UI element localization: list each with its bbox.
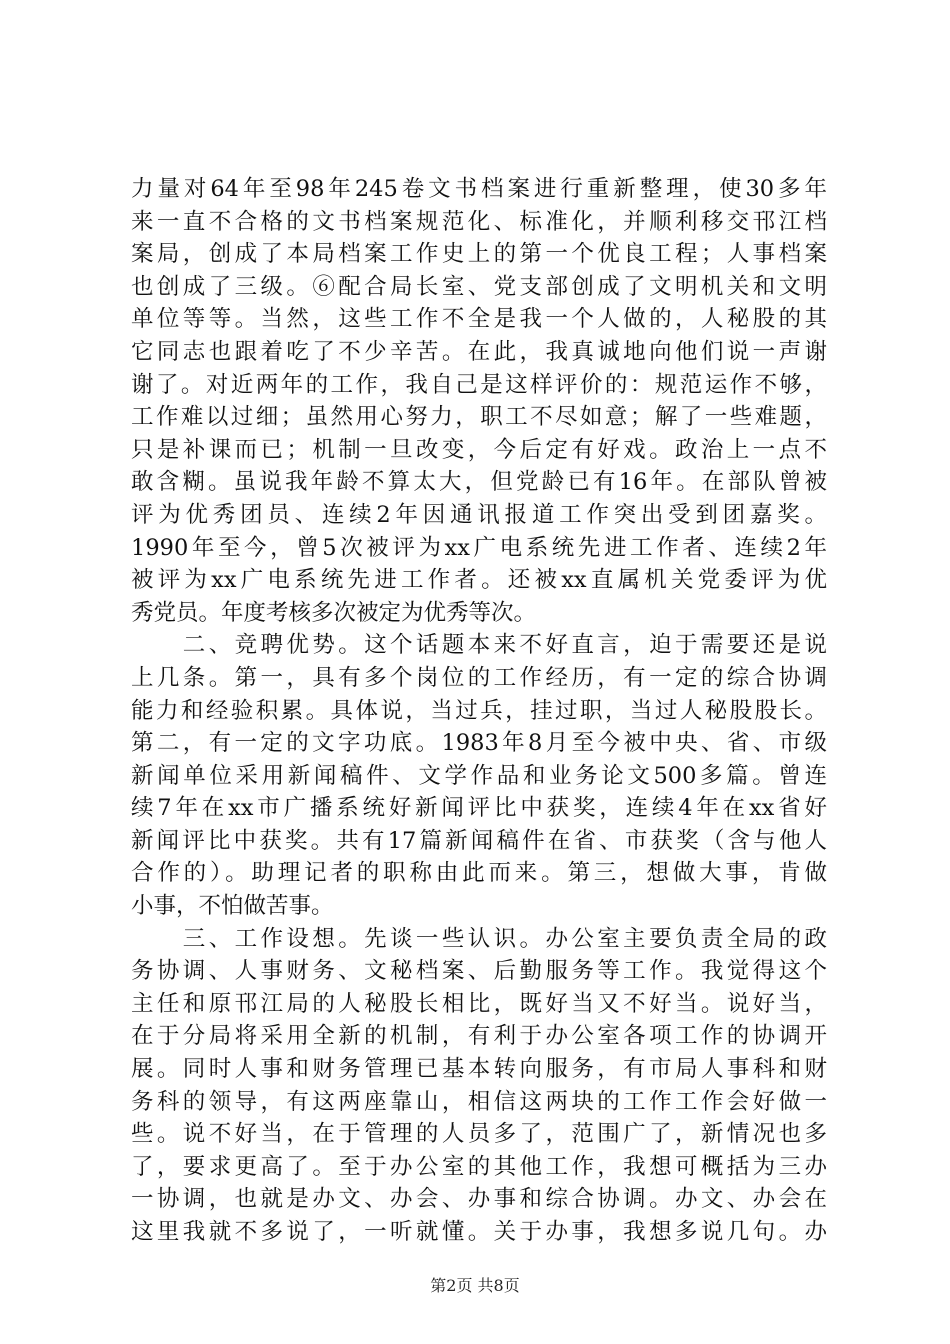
text-line: 谢了。对近两年的工作，我自己是这样评价的：规范运作不够， (131, 371, 827, 398)
page-footer: 第2页 共8页 (430, 1276, 520, 1295)
text-line: 第二，有一定的文字功底。1983年8月至今被中央、省、市级 (131, 730, 827, 757)
text-line: 务科的领导，有这两座靠山，相信这两块的工作工作会好做一 (131, 1088, 827, 1115)
text-line: 案局，创成了本局档案工作史上的第一个优良工程；人事档案 (131, 241, 827, 268)
text-line: 评为优秀团员、连续2年因通讯报道工作突出受到团嘉奖。 (131, 501, 827, 528)
text-line: 敢含糊。虽说我年龄不算太大，但党龄已有16年。在部队曾被 (131, 469, 827, 496)
text-line: 工作难以过细；虽然用心努力，职工不尽如意；解了一些难题， (131, 404, 827, 431)
text-line: 小事，不怕做苦事。 (131, 893, 334, 920)
text-line: 它同志也跟着吃了不少辛苦。在此，我真诚地向他们说一声谢 (131, 338, 827, 365)
text-line: 在于分局将采用全新的机制，有利于办公室各项工作的协调开 (131, 1023, 827, 1050)
text-line: 展。同时人事和财务管理已基本转向服务，有市局人事科和财 (131, 1056, 827, 1083)
text-line: 单位等等。当然，这些工作不全是我一个人做的，人秘股的其 (131, 306, 827, 333)
text-line: 了，要求更高了。至于办公室的其他工作，我想可概括为三办 (131, 1153, 827, 1180)
text-line: 三、工作设想。先谈一些认识。办公室主要负责全局的政 (131, 925, 827, 952)
text-line: 只是补课而已；机制一旦改变，今后定有好戏。政治上一点不 (131, 436, 827, 463)
text-line: 续7年在xx市广播系统好新闻评比中获奖，连续4年在xx省好 (131, 795, 827, 822)
text-line: 力量对64年至98年245卷文书档案进行重新整理，使30多年 (131, 176, 827, 202)
text-line: 二、竞聘优势。这个话题本来不好直言，迫于需要还是说 (131, 632, 827, 659)
text-line: 1990年至今，曾5次被评为xx广电系统先进工作者、连续2年 (131, 534, 827, 561)
text-line: 新闻单位采用新闻稿件、文学作品和业务论文500多篇。曾连 (131, 762, 827, 789)
text-line: 秀党员。年度考核多次被定为优秀等次。 (131, 599, 537, 626)
text-line: 这里我就不多说了，一听就懂。关于办事，我想多说几句。办 (131, 1219, 827, 1245)
text-line: 新闻评比中获奖。共有17篇新闻稿件在省、市获奖（含与他人 (131, 827, 827, 854)
text-line: 些。说不好当，在于管理的人员多了，范围广了，新情况也多 (131, 1121, 827, 1148)
body-text (131, 173, 827, 1249)
text-line: 能力和经验积累。具体说，当过兵，挂过职，当过人秘股股长。 (131, 697, 827, 724)
text-line: 一协调，也就是办文、办会、办事和综合协调。办文、办会在 (131, 1186, 827, 1213)
text-line: 也创成了三级。⑥配合局长室、党支部创成了文明机关和文明 (131, 273, 827, 300)
text-line: 合作的）。助理记者的职称由此而来。第三，想做大事，肯做 (131, 860, 827, 887)
text-line: 主任和原邗江局的人秘股长相比，既好当又不好当。说好当， (131, 990, 827, 1017)
text-line: 被评为xx广电系统先进工作者。还被xx直属机关党委评为优 (131, 567, 827, 594)
text-line: 来一直不合格的文书档案规范化、标准化，并顺利移交邗江档 (131, 208, 827, 235)
text-line: 上几条。第一，具有多个岗位的工作经历，有一定的综合协调 (131, 664, 827, 691)
text-line: 务协调、人事财务、文秘档案、后勤服务等工作。我觉得这个 (131, 958, 827, 985)
